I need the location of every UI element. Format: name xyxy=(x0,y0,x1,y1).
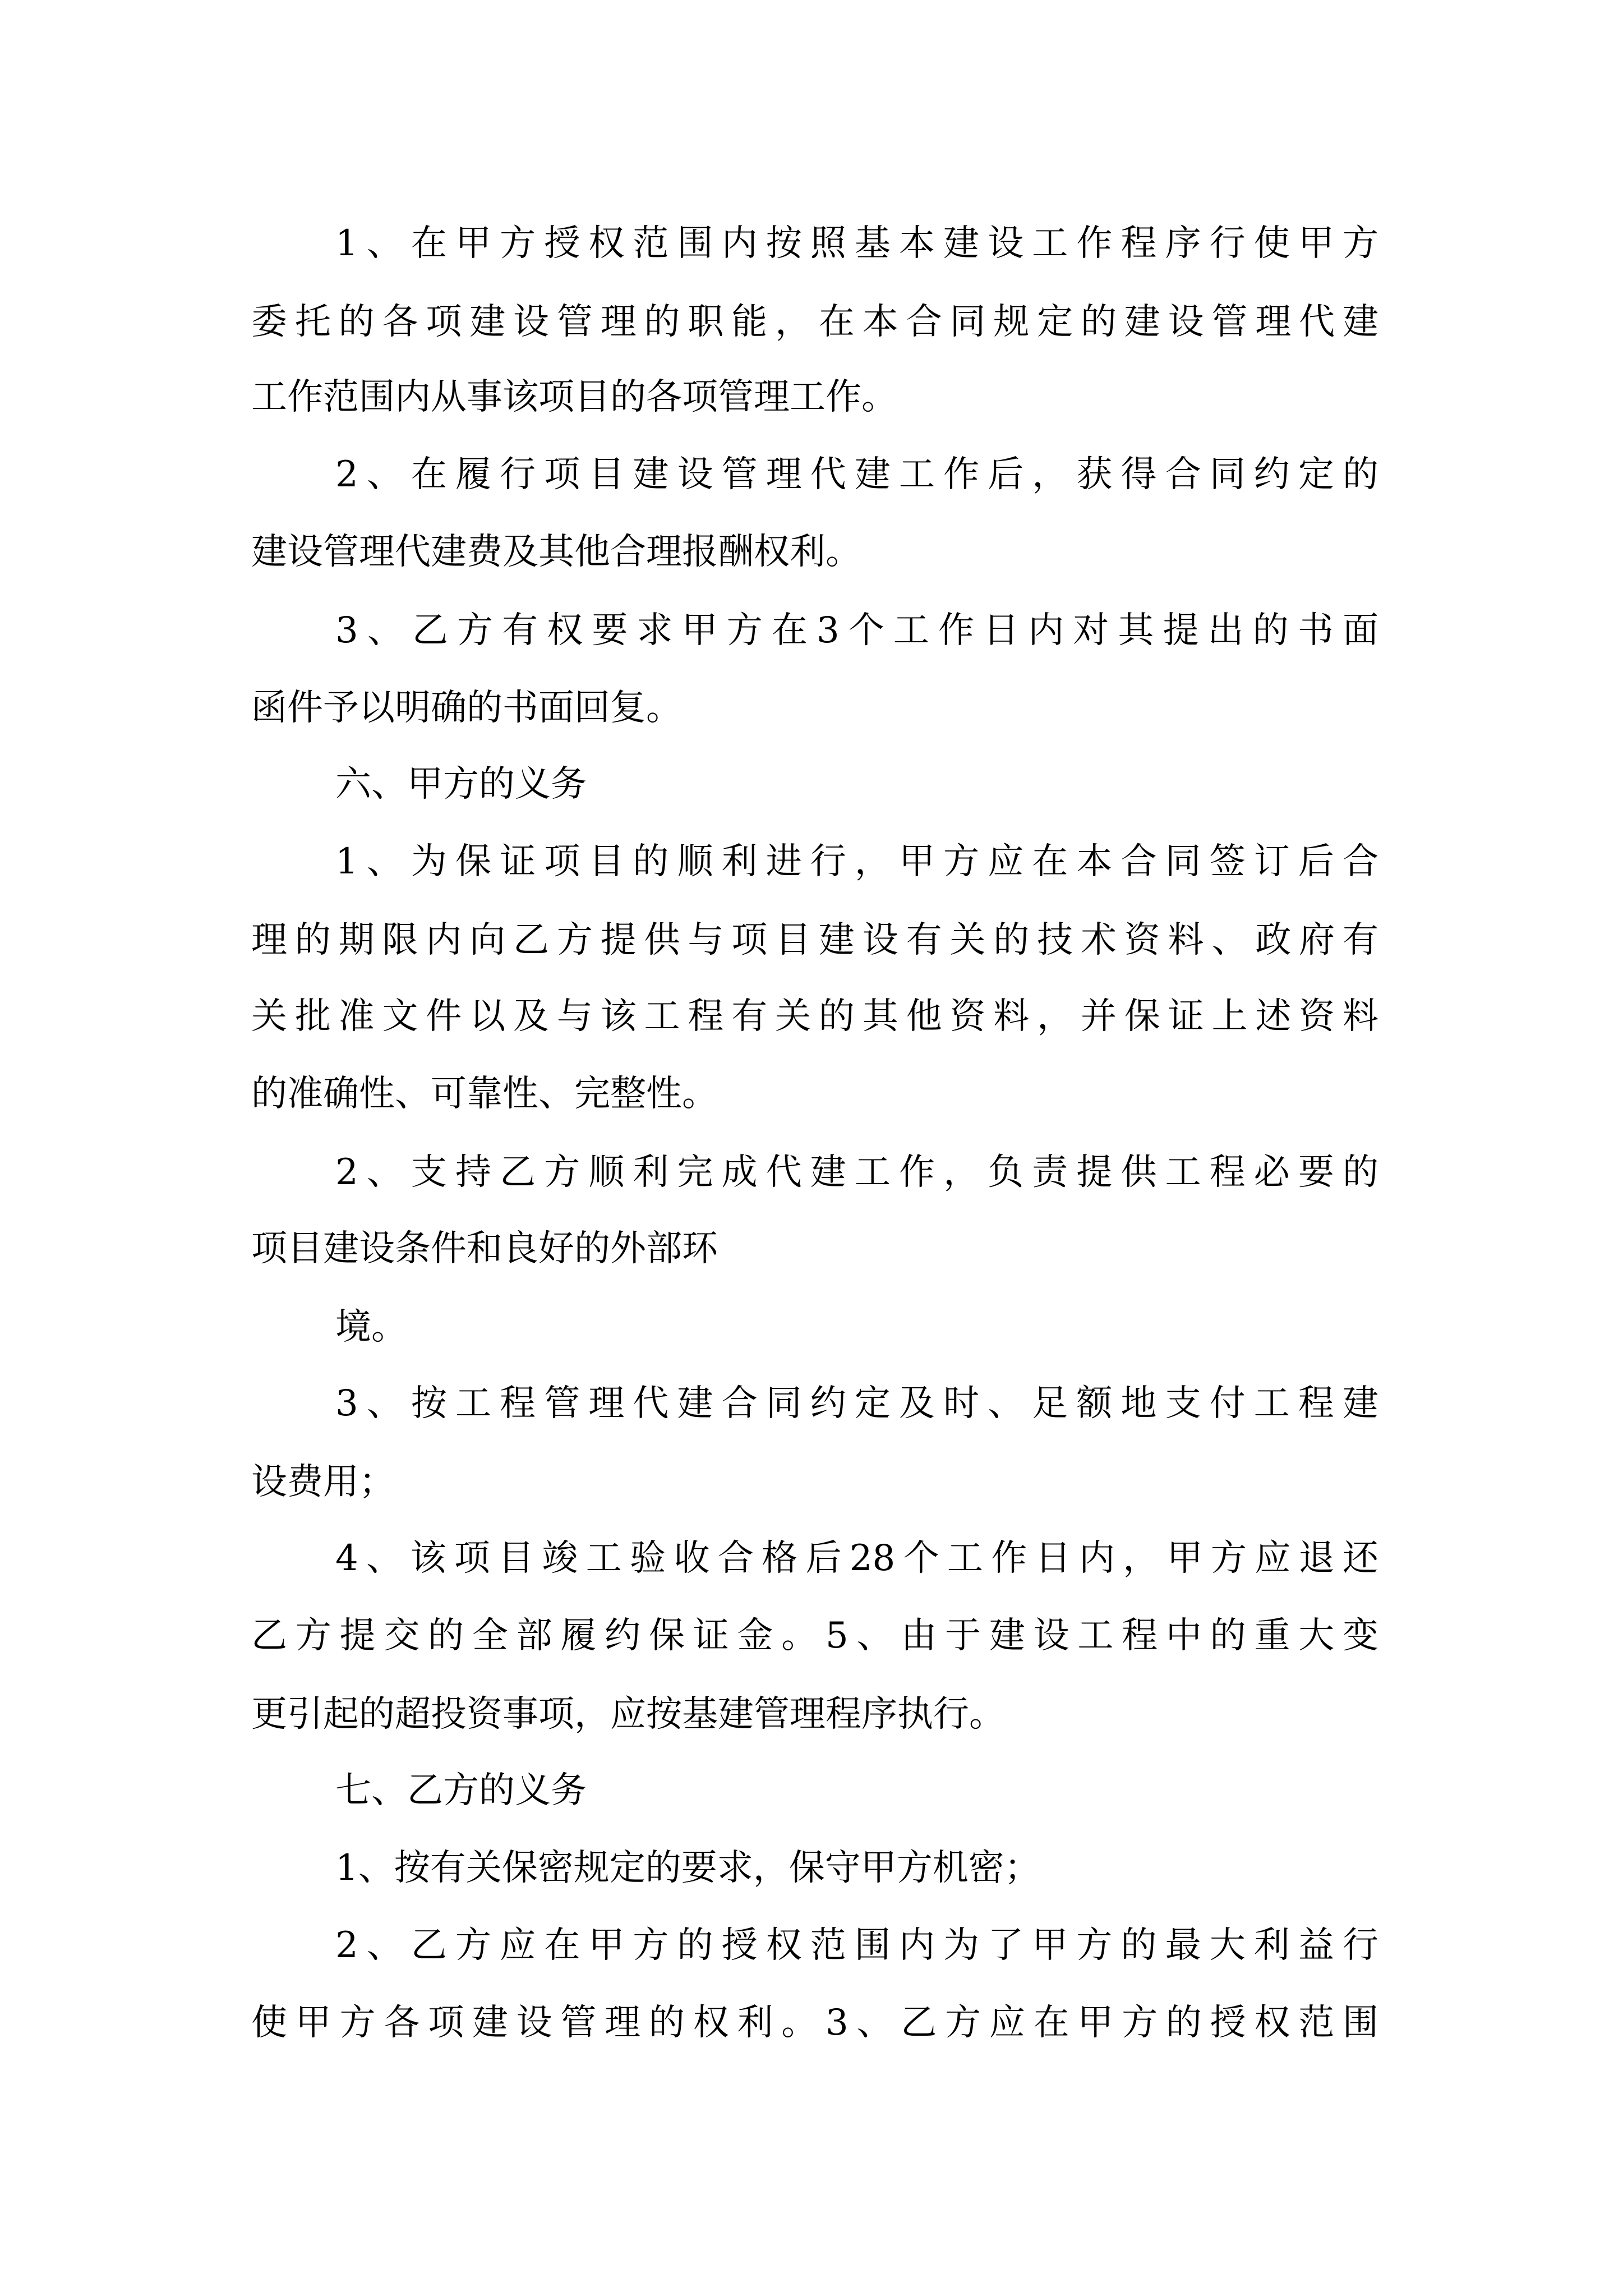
text-line: 工作范围内从事该项目的各项管理工作。 xyxy=(251,376,897,418)
text-line: 2、支持乙方顺利完成代建工作，负责提供工程必要的 xyxy=(335,1152,1378,1193)
text-line: 4、该项目竣工验收合格后28个工作日内，甲方应退还 xyxy=(335,1538,1378,1579)
text-line: 2、乙方应在甲方的授权范围内为了甲方的最大利益行 xyxy=(335,1925,1378,1966)
text-line: 3、按工程管理代建合同约定及时、足额地支付工程建 xyxy=(335,1383,1378,1424)
text-line: 理的期限内向乙方提供与项目建设有关的技术资料、政府有 xyxy=(251,919,1378,961)
text-line: 乙方提交的全部履约保证金。5、由于建设工程中的重大变 xyxy=(251,1615,1378,1657)
text-line: 2、在履行项目建设管理代建工作后，获得合同约定的 xyxy=(335,454,1378,495)
text-line: 更引起的超投资事项，应按基建管理程序执行。 xyxy=(251,1694,1005,1735)
text-line: 建设管理代建费及其他合理报酬权利。 xyxy=(251,531,861,573)
text-line: 1、为保证项目的顺利进行，甲方应在本合同签订后合 xyxy=(335,841,1378,882)
text-line: 境。 xyxy=(335,1306,407,1348)
text-line: 函件予以明确的书面回复。 xyxy=(251,687,682,729)
text-line: 的准确性、可靠性、完整性。 xyxy=(251,1073,718,1115)
text-line: 3、乙方有权要求甲方在3个工作日内对其提出的书面 xyxy=(335,610,1378,651)
text-line: 项目建设条件和良好的外部环 xyxy=(251,1228,718,1269)
text-line: 1、按有关保密规定的要求，保守甲方机密； xyxy=(335,1847,1040,1889)
text-line: 委托的各项建设管理的职能，在本合同规定的建设管理代建 xyxy=(251,301,1378,343)
text-line: 关批准文件以及与该工程有关的其他资料，并保证上述资料 xyxy=(251,996,1378,1037)
text-line: 1、在甲方授权范围内按照基本建设工作程序行使甲方 xyxy=(335,223,1378,264)
text-line: 设费用； xyxy=(251,1461,395,1503)
section-heading: 六、甲方的义务 xyxy=(335,763,587,805)
text-line: 使甲方各项建设管理的权利。3、乙方应在甲方的授权范围 xyxy=(251,2002,1378,2044)
section-heading: 七、乙方的义务 xyxy=(335,1770,587,1811)
